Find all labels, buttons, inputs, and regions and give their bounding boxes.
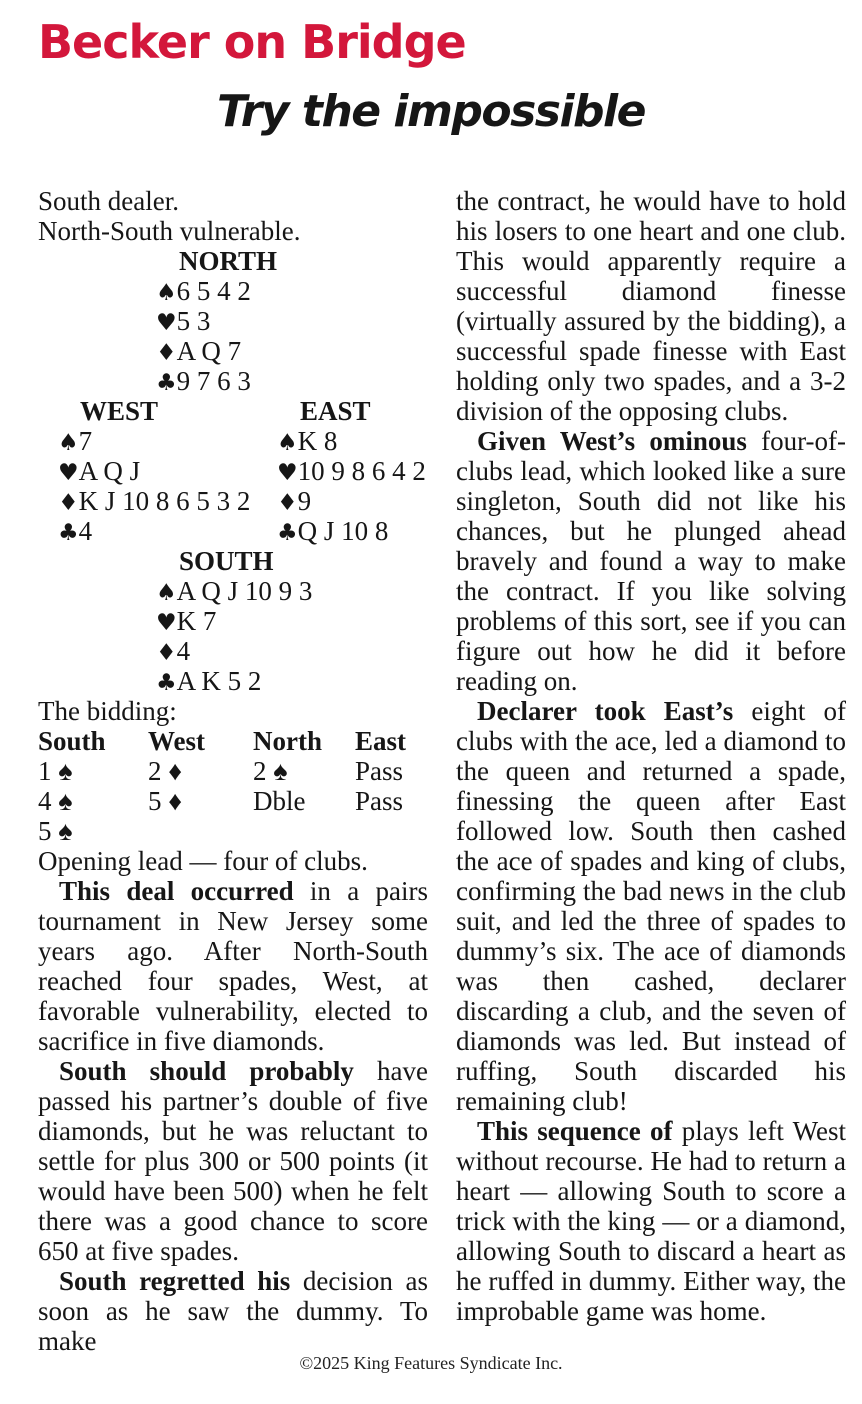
paragraph: Given West’s ominous four-of-clubs lead, which looked like a sure singleton, South did not like his chances, but he plunged ahead bravely and found a way to make the contract. If you like solving problems of this sort, see if you can figure out how he did it before reading on. <box>456 426 846 696</box>
copyright: ©2025 King Features Syndicate Inc. <box>299 1353 563 1373</box>
north-label: NORTH <box>179 246 278 276</box>
paragraph-text: decision as soon as he saw the dummy. To make <box>38 1266 428 1356</box>
dealer-line: South dealer. <box>38 186 179 216</box>
vulnerability-line: North-South vulnerable. <box>38 216 301 246</box>
east-label: EAST <box>300 396 371 426</box>
headline: Try the impossible <box>217 86 645 137</box>
diamond-icon: ♦ <box>156 340 177 366</box>
bidding-label: The bidding: <box>38 696 177 726</box>
heart-icon: ♥ <box>156 610 177 636</box>
west-diamonds: ♦K J 10 8 6 5 3 2 <box>58 486 251 516</box>
north-spades: ♠6 5 4 2 <box>156 276 251 306</box>
west-spades: ♠7 <box>58 426 93 456</box>
paragraph: This sequence of plays left West without recourse. He had to return a heart — allowing South to score a trick with the king — or a diamond, allowing South to discard a heart as he ruffed in dummy. Either way, the improbable game was home. <box>456 1116 846 1326</box>
heart-icon: ♥ <box>156 310 177 336</box>
paragraph: South should probably have passed his partner’s double of five diamonds, but he was reluctant to settle for plus 300 or 500 points (it would have been 500) when he felt there was a good chance to score 650 at five spades. <box>38 1056 428 1266</box>
bidding-row: 4 ♠ 5 ♦ Dble Pass <box>38 786 404 816</box>
spade-icon: ♠ <box>156 580 177 606</box>
west-hearts: ♥A Q J <box>58 456 141 486</box>
south-hearts: ♥K 7 <box>156 606 217 636</box>
heart-icon: ♥ <box>58 460 79 486</box>
opening-lead: Opening lead — four of clubs. <box>38 846 368 876</box>
spade-icon: ♠ <box>58 430 79 456</box>
club-icon: ♣ <box>156 370 177 396</box>
west-label: WEST <box>80 396 159 426</box>
diamond-icon: ♦ <box>156 640 177 666</box>
west-clubs: ♣4 <box>58 516 93 546</box>
north-hearts: ♥5 3 <box>156 306 211 336</box>
club-icon: ♣ <box>156 670 177 696</box>
spade-icon: ♠ <box>277 430 298 456</box>
bidding-row: 1 ♠ 2 ♦ 2 ♠ Pass <box>38 756 404 786</box>
north-clubs: ♣9 7 6 3 <box>156 366 251 396</box>
paragraph: This deal occurred in a pairs tournament in New Jersey some years ago. After North-South reached four spades, West, at favorable vulnerability, elected to sacrifice in five diamonds. <box>38 876 428 1056</box>
bidding-row: 5 ♠ <box>38 816 73 846</box>
east-diamonds: ♦9 <box>277 486 312 516</box>
south-label: SOUTH <box>179 546 274 576</box>
north-diamonds: ♦A Q 7 <box>156 336 242 366</box>
south-clubs: ♣A K 5 2 <box>156 666 262 696</box>
south-diamonds: ♦4 <box>156 636 191 666</box>
club-icon: ♣ <box>58 520 79 546</box>
heart-icon: ♥ <box>277 460 298 486</box>
east-hearts: ♥10 9 8 6 4 2 <box>277 456 426 486</box>
right-column <box>456 186 846 1326</box>
paragraph-continuation: the contract, he would have to hold his losers to one heart and one club. This would apparently require a successful diamond finesse (virtually assured by the bidding), a successful spade finesse with East holding only two spades, and a 3-2 division of the opposing clubs. <box>456 186 846 426</box>
paragraph-lead: South regretted his <box>59 1266 291 1296</box>
deal-diagram <box>38 246 428 666</box>
left-column <box>38 186 428 1356</box>
masthead: Becker on Bridge <box>38 15 466 69</box>
east-clubs: ♣Q J 10 8 <box>277 516 389 546</box>
east-spades: ♠K 8 <box>277 426 338 456</box>
club-icon: ♣ <box>277 520 298 546</box>
diamond-icon: ♦ <box>58 490 79 516</box>
bidding-header: South West North East <box>38 726 407 756</box>
diamond-icon: ♦ <box>277 490 298 516</box>
paragraph: Declarer took East’s eight of clubs with the ace, led a diamond to the queen and returned a spade, finessing the queen after East followed low. South then cashed the ace of spades and king of clubs, confirming the bad news in the club suit, and led the three of spades to dummy’s six. The ace of diamonds was then cashed, declarer discarding a club, and the seven of diamonds was led. But instead of ruffing, South discarded his remaining club! <box>456 696 846 1116</box>
south-spades: ♠A Q J 10 9 3 <box>156 576 313 606</box>
spade-icon: ♠ <box>156 280 177 306</box>
paragraph-continued <box>38 1266 428 1356</box>
